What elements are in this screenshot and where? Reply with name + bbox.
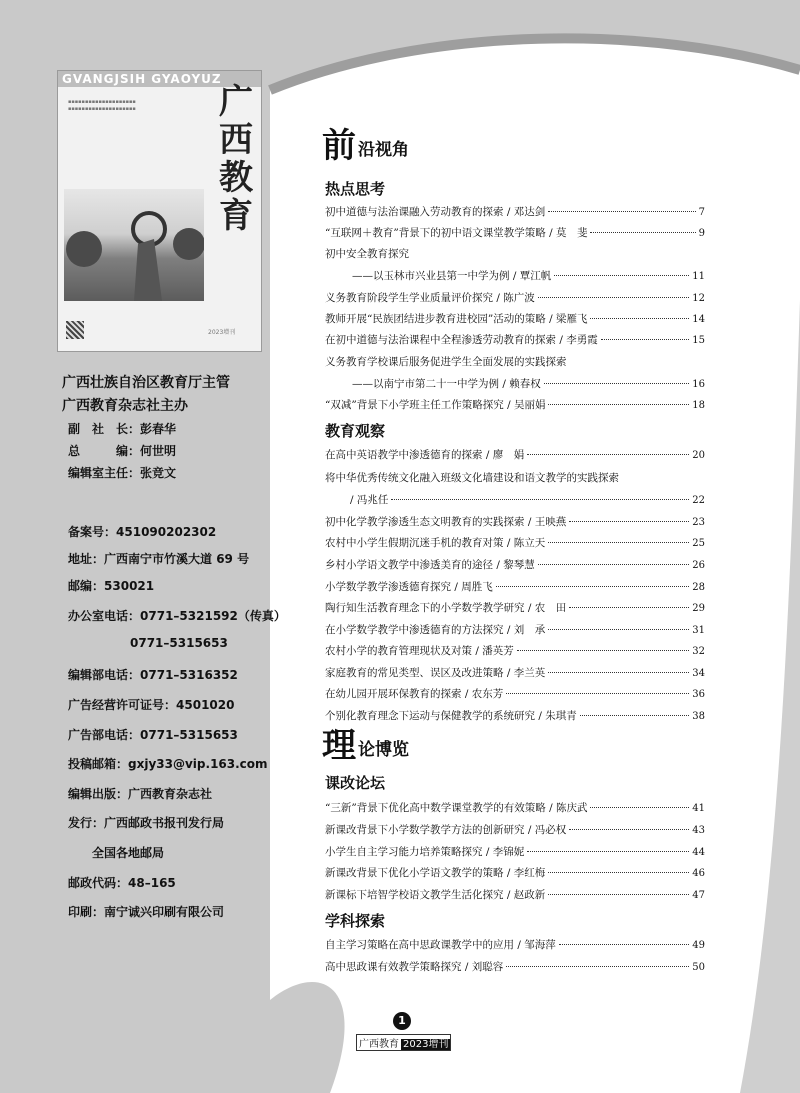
section-header: 理 论博览 xyxy=(322,726,409,766)
info-row: 投稿邮箱：gxjy33@vip.163.com xyxy=(68,757,268,771)
info-row: 编辑出版：广西教育杂志社 xyxy=(68,787,213,801)
info-row: 广告经营许可证号：4501020 xyxy=(68,698,235,712)
info-row: 邮编：530021 xyxy=(68,579,155,593)
toc-entry[interactable]: 在高中英语教学中渗透德育的探索 / 廖 娟 20 xyxy=(325,449,705,461)
toc-entry[interactable]: 在初中道德与法治课程中全程渗透劳动教育的探索 / 李勇霞 15 xyxy=(325,334,705,346)
info-row: 邮政代码：48–165 xyxy=(68,876,176,890)
info-row: 办公室电话：0771–5321592（传真） xyxy=(68,609,286,623)
info-row: 全国各地邮局 xyxy=(92,846,165,860)
toc-entry[interactable]: 在幼儿园开展环保教育的探索 / 农东芳 36 xyxy=(325,688,705,700)
toc-entry[interactable]: 农村中小学生假期沉迷手机的教育对策 / 陈立天 25 xyxy=(325,537,705,549)
toc-entry[interactable]: 初中道德与法治课融入劳动教育的探索 / 邓达剑 7 xyxy=(325,206,705,218)
toc-entry[interactable]: “双减”背景下小学班主任工作策略探究 / 吴丽娟 18 xyxy=(325,399,705,411)
info-row: 0771–5315653 xyxy=(130,636,228,650)
toc-entry[interactable]: 陶行知生活教育理念下的小学数学教学研究 / 农 田 29 xyxy=(325,602,705,614)
subsection-title: 学科探索 xyxy=(325,912,386,930)
toc-entry[interactable]: 自主学习策略在高中思政课教学中的应用 / 邹海萍 49 xyxy=(325,939,705,951)
cover-masthead: GVANGJSIH GYAOYUZ xyxy=(58,71,262,87)
cover-fineprint: ▪▪▪▪▪▪▪▪▪▪▪▪▪▪▪▪▪▪▪▪ ▪▪▪▪▪▪▪▪▪▪▪▪▪▪▪▪▪▪▪▪ xyxy=(68,99,136,112)
subsection-title: 热点思考 xyxy=(325,180,386,198)
section-header: 前 沿视角 xyxy=(322,126,409,166)
info-row: 广告部电话：0771–5315653 xyxy=(68,728,238,742)
staff-row: 总 编：何世明 xyxy=(68,444,177,458)
footer-label: 广西教育 2023增刊 xyxy=(356,1034,451,1051)
toc-entry[interactable]: 家庭教育的常见类型、误区及改进策略 / 李兰英 34 xyxy=(325,667,705,679)
toc-entry[interactable]: 初中化学教学渗透生态文明教育的实践探索 / 王映燕 23 xyxy=(325,516,705,528)
cover-thumbnail xyxy=(57,70,262,352)
toc-entry[interactable]: ——以玉林市兴业县第一中学为例 / 覃江帆 11 xyxy=(352,270,705,282)
toc-entry[interactable]: 义务教育学校课后服务促进学生全面发展的实践探索 xyxy=(325,356,567,368)
subsection-title: 教育观察 xyxy=(325,422,386,440)
info-row: 地址：广西南宁市竹溪大道 69 号 xyxy=(68,552,250,566)
toc-entry[interactable]: 小学数学教学渗透德育探究 / 周胜飞 28 xyxy=(325,581,705,593)
info-row: 发行：广西邮政书报刊发行局 xyxy=(68,816,225,830)
toc-entry[interactable]: 初中安全教育探究 xyxy=(325,248,409,260)
toc-entry[interactable]: 新课改背景下优化小学语文教学的策略 / 李红梅 46 xyxy=(325,867,705,879)
page-number: 1 xyxy=(393,1012,411,1030)
publisher-line2: 广西教育杂志社主办 xyxy=(62,398,188,414)
toc-entry[interactable]: 乡村小学语文教学中渗透美育的途径 / 黎琴慧 26 xyxy=(325,559,705,571)
publisher-line1: 广西壮族自治区教育厅主管 xyxy=(62,375,230,391)
staff-row: 副 社 长：彭春华 xyxy=(68,422,177,436)
toc-entry[interactable]: 新课标下培智学校语文教学生活化探究 / 赵政新 47 xyxy=(325,889,705,901)
subsection-title: 课改论坛 xyxy=(325,774,386,792)
toc-entry[interactable]: 义务教育阶段学生学业质量评价探究 / 陈广波 12 xyxy=(325,292,705,304)
staff-row: 编辑室主任：张竞文 xyxy=(68,466,177,480)
toc-entry[interactable]: “互联网＋教育”背景下的初中语文课堂教学策略 / 莫 斐 9 xyxy=(325,227,705,239)
toc-entry[interactable]: 将中华优秀传统文化融入班级文化墙建设和语文教学的实践探索 xyxy=(325,472,619,484)
toc-entry[interactable]: ——以南宁市第二十一中学为例 / 赖春权 16 xyxy=(352,378,705,390)
toc-entry[interactable]: “三新”背景下优化高中数学课堂教学的有效策略 / 陈庆武 41 xyxy=(325,802,705,814)
info-row: 备案号：451090202302 xyxy=(68,525,217,539)
toc-entry[interactable]: 小学生自主学习能力培养策略探究 / 李锦妮 44 xyxy=(325,846,705,858)
toc-entry[interactable]: 个别化教育理念下运动与保健教学的系统研究 / 朱琪青 38 xyxy=(325,710,705,722)
toc-entry[interactable]: 教师开展“民族团结进步教育进校园”活动的策略 / 梁雁飞 14 xyxy=(325,313,705,325)
cover-issue: 2023增刊 xyxy=(208,329,236,336)
toc-entry[interactable]: / 冯兆任 22 xyxy=(350,494,705,506)
qr-code-icon xyxy=(66,321,84,339)
cover-photo xyxy=(64,189,204,301)
info-row: 编辑部电话：0771–5316352 xyxy=(68,668,238,682)
cover-title: 广西教育 xyxy=(219,82,253,236)
toc-entry[interactable]: 在小学数学教学中渗透德育的方法探究 / 刘 承 31 xyxy=(325,624,705,636)
toc-entry[interactable]: 新课改背景下小学数学教学方法的创新研究 / 冯必权 43 xyxy=(325,824,705,836)
toc-entry[interactable]: 农村小学的教育管理现状及对策 / 潘英芳 32 xyxy=(325,645,705,657)
toc-entry[interactable]: 高中思政课有效教学策略探究 / 刘聪容 50 xyxy=(325,961,705,973)
info-row: 印刷：南宁诚兴印刷有限公司 xyxy=(68,905,225,919)
